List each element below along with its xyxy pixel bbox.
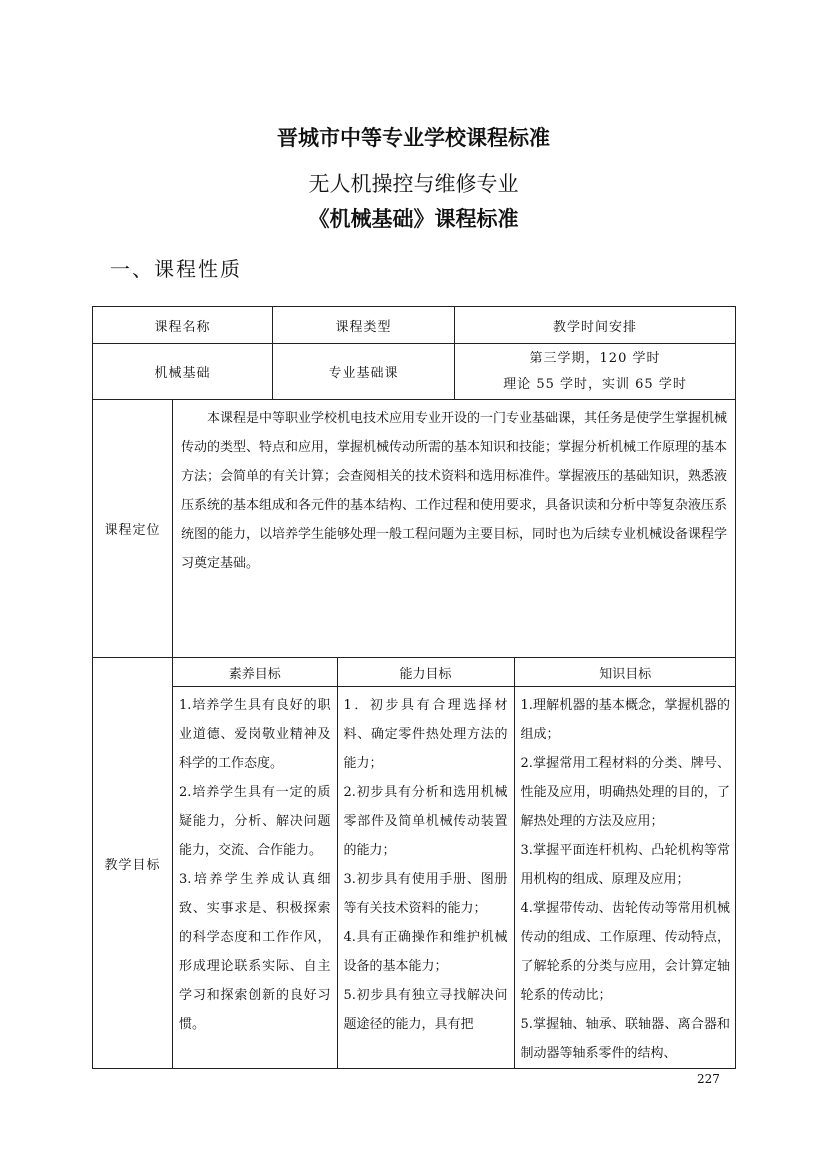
goals-header-row	[173, 658, 736, 687]
header-course-name: 课程名称	[93, 307, 273, 344]
goals-cell	[173, 658, 736, 1069]
header-time-arrangement: 教学时间安排	[455, 307, 736, 344]
positioning-row	[93, 400, 736, 658]
page-number: 227	[697, 1072, 720, 1086]
course-type-value: 专业基础课	[273, 344, 455, 400]
major-title: 无人机操控与维修专业	[308, 172, 519, 196]
literacy-goals-header: 素养目标	[173, 658, 337, 687]
time-line-2: 理论 55 学时，实训 65 学时	[503, 376, 687, 392]
positioning-cell	[173, 400, 736, 658]
list-item: 4.掌握带传动、齿轮传动等常用机械传动的组成、工作原理、传动特点，了解轮系的分类与应用，会计算定轴轮系的传动比；	[520, 901, 730, 1003]
table-info-row	[93, 344, 736, 400]
list-item: 4.具有正确操作和维护机械设备的基本能力；	[343, 930, 508, 974]
list-item: 2.培养学生具有一定的质疑能力，分析、解决问题能力，交流、合作能力。	[179, 785, 331, 858]
time-line-1: 第三学期，120 学时	[529, 350, 661, 366]
course-name-value: 机械基础	[93, 344, 273, 400]
list-item: 2.掌握常用工程材料的分类、牌号、性能及应用，明确热处理的目的，了解热处理的方法及应用；	[520, 756, 730, 829]
ability-goals-header: 能力目标	[337, 658, 514, 687]
list-item: 3.掌握平面连杆机构、凸轮机构等常用机构的组成、原理及应用；	[520, 843, 730, 887]
list-item: 2.初步具有分析和选用机械零部件及简单机械传动装置的能力；	[343, 785, 508, 858]
header-course-type: 课程类型	[273, 307, 455, 344]
section-heading: 一、课程性质	[110, 257, 242, 281]
goals-content-row	[173, 687, 736, 1069]
list-item: 3.培养学生养成认真细致、实事求是、积极探索的科学态度和工作作风，形成理论联系实际、自主学习和探索创新的良好习惯。	[179, 872, 331, 1032]
list-item: 3.初步具有使用手册、图册等有关技术资料的能力；	[343, 872, 508, 916]
list-item: 5.掌握轴、轴承、联轴器、离合器和制动器等轴系零件的结构、	[520, 1017, 730, 1061]
list-item: 1.培养学生具有良好的职业道德、爱岗敬业精神及科学的工作态度。	[179, 698, 331, 771]
ability-goals-column	[337, 687, 514, 1069]
goals-label: 教学目标	[93, 658, 173, 1069]
literacy-goals-column	[173, 687, 337, 1069]
time-arrangement-value	[455, 344, 736, 400]
knowledge-goals-column	[514, 687, 736, 1069]
knowledge-goals-header: 知识目标	[514, 658, 736, 687]
list-item: 1．初步具有合理选择材料、确定零件热处理方法的能力；	[343, 698, 508, 771]
list-item: 5.初步具有独立寻找解决问题途径的能力，具有把	[343, 988, 508, 1032]
course-table	[92, 306, 736, 1069]
list-item: 1.理解机器的基本概念，掌握机器的组成；	[520, 698, 730, 742]
school-standard-title: 晋城市中等专业学校课程标准	[277, 125, 550, 150]
goals-row	[93, 658, 736, 1069]
positioning-label: 课程定位	[93, 400, 173, 658]
table-header-row	[93, 307, 736, 344]
goals-inner-table	[173, 658, 736, 1068]
positioning-text: 本课程是中等职业学校机电技术应用专业开设的一门专业基础课，其任务是使学生掌握机械传动的类型、特点和应用，掌握机械传动所需的基本知识和技能；掌握分析机械工作原理的基本方法；会简单的有关计算；会查阅相关的技术资料和选用标准件。掌握液压的基础知识，熟悉液压系统的基本组成和各元件的基本结构、工作过程和使用要求，具备识读和分析中等复杂液压系统图的能力，以培养学生能够处理一般工程问题为主要目标，同时也为后续专业机械设备课程学习奠定基础。	[181, 411, 728, 571]
course-standard-title: 《机械基础》课程标准	[308, 206, 519, 231]
